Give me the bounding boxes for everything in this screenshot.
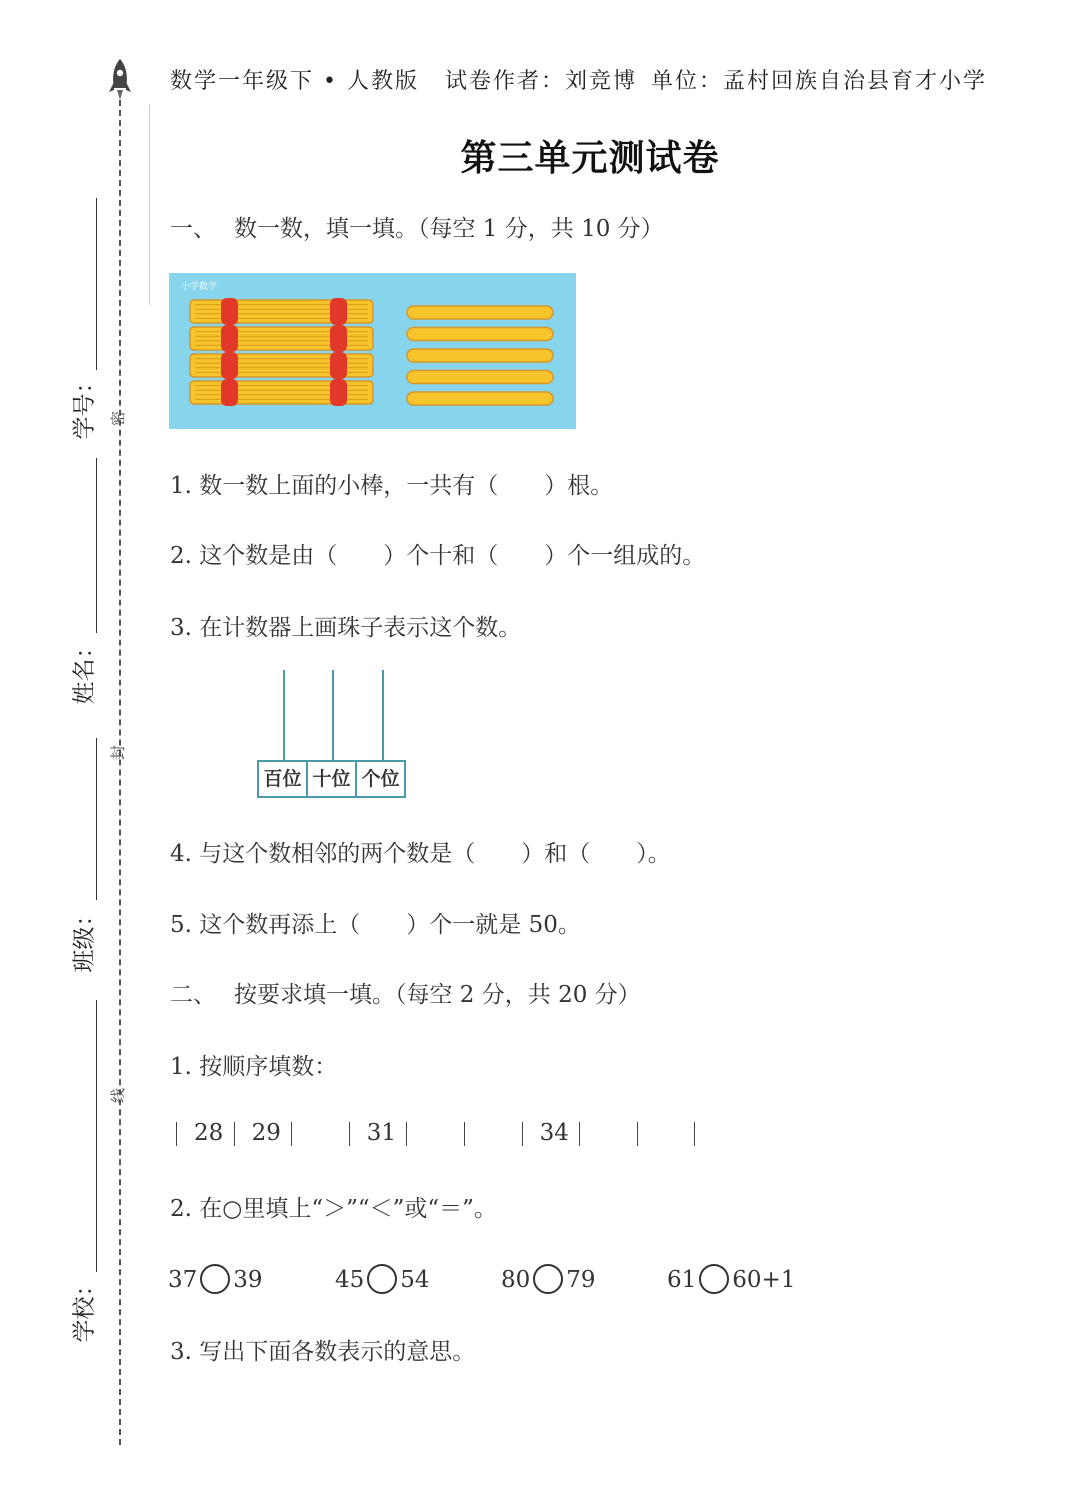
sequence-divider bbox=[234, 1122, 235, 1146]
class-label: 班级： bbox=[71, 903, 98, 973]
question-2-2: 2. 在○里填上“＞”“＜”或“＝”。 bbox=[170, 1196, 497, 1222]
answer-circle[interactable] bbox=[367, 1264, 397, 1294]
sequence-divider bbox=[406, 1122, 407, 1146]
question-1-3: 3. 在计数器上画珠子表示这个数。 bbox=[170, 615, 522, 641]
bundle-band bbox=[221, 379, 238, 406]
page-title: 第三单元测试卷 bbox=[460, 138, 720, 179]
unit-text: 单位：孟村回族自治县育才小学 bbox=[650, 69, 987, 94]
loose-stick bbox=[407, 349, 553, 362]
section-1-heading bbox=[170, 210, 664, 243]
answer-circle[interactable] bbox=[200, 1264, 230, 1294]
question-1-1: 1. 数一数上面的小棒，一共有（ ）根。 bbox=[170, 473, 614, 499]
sequence-divider bbox=[579, 1122, 580, 1146]
bundle-band bbox=[330, 298, 347, 325]
compare-item bbox=[335, 1264, 430, 1296]
panel-watermark: 小学数学 bbox=[181, 282, 218, 292]
place-tens: 十位 bbox=[308, 762, 357, 796]
question-1-2: 2. 这个数是由（ ）个十和（ ）个一组成的。 bbox=[170, 543, 706, 569]
question-1-5: 5. 这个数再添上（ ）个一就是 50。 bbox=[170, 912, 581, 938]
author-text: 试卷作者：刘竞博 bbox=[444, 69, 637, 94]
exam-header bbox=[170, 64, 987, 95]
compare-right: 79 bbox=[566, 1267, 596, 1293]
answer-circle[interactable] bbox=[699, 1264, 729, 1294]
compare-right: 54 bbox=[400, 1267, 430, 1293]
student-id-label: 学号： bbox=[71, 370, 98, 440]
sticks-illustration bbox=[169, 273, 576, 429]
binding-margin bbox=[0, 0, 150, 1509]
sequence-divider bbox=[637, 1122, 638, 1146]
section-title: 数一数，填一填。（每空 1 分，共 10 分） bbox=[234, 216, 664, 242]
sequence-number: 29 bbox=[251, 1120, 281, 1146]
compare-right: 39 bbox=[233, 1267, 263, 1293]
answer-circle[interactable] bbox=[533, 1264, 563, 1294]
bundle-band bbox=[330, 325, 347, 352]
bundle-band bbox=[221, 352, 238, 379]
name-label: 姓名： bbox=[71, 635, 98, 705]
class-line[interactable] bbox=[96, 738, 97, 900]
place-ones: 个位 bbox=[361, 768, 400, 790]
compare-item bbox=[168, 1264, 263, 1296]
cut-line bbox=[119, 100, 121, 1445]
seal-char-xian: 线 bbox=[109, 1087, 128, 1104]
rod-tens[interactable] bbox=[332, 670, 334, 762]
compare-left: 61 bbox=[667, 1267, 697, 1293]
seal-char-mi: 密 bbox=[109, 410, 128, 427]
bundle-band bbox=[330, 352, 347, 379]
school-line[interactable] bbox=[96, 1000, 97, 1272]
school-label: 学校： bbox=[71, 1273, 98, 1343]
sequence-divider bbox=[694, 1122, 695, 1146]
name-line[interactable] bbox=[96, 458, 97, 633]
section-2-heading bbox=[170, 976, 641, 1009]
student-id-line[interactable] bbox=[96, 198, 97, 370]
sequence-number: 31 bbox=[366, 1120, 397, 1146]
sequence-divider bbox=[176, 1122, 177, 1146]
sequence-divider bbox=[464, 1122, 465, 1146]
loose-stick bbox=[407, 306, 553, 319]
compare-left: 80 bbox=[501, 1267, 531, 1293]
sequence-divider bbox=[522, 1122, 523, 1146]
compare-right: 60+1 bbox=[732, 1267, 796, 1293]
bundle-band bbox=[221, 325, 238, 352]
sequence-number: 28 bbox=[194, 1120, 224, 1146]
rocket-icon bbox=[107, 58, 133, 106]
loose-stick bbox=[407, 328, 553, 341]
sticks-drawing bbox=[169, 273, 576, 429]
section-number: 二、 bbox=[170, 982, 216, 1008]
loose-stick bbox=[407, 392, 553, 405]
place-hundreds: 百位 bbox=[259, 762, 308, 796]
subject-text: 数学一年级下 • 人教版 bbox=[170, 69, 419, 94]
sequence-divider bbox=[349, 1122, 350, 1146]
rod-hundreds[interactable] bbox=[283, 670, 285, 762]
section-title: 按要求填一填。（每空 2 分，共 20 分） bbox=[234, 982, 641, 1008]
compare-left: 37 bbox=[168, 1267, 198, 1293]
bundle-band bbox=[330, 379, 347, 406]
bundle-band bbox=[221, 298, 238, 325]
rod-ones[interactable] bbox=[382, 670, 384, 762]
question-2-1: 1. 按顺序填数： bbox=[170, 1054, 338, 1080]
number-sequence bbox=[170, 1120, 690, 1150]
section-number: 一、 bbox=[170, 216, 216, 242]
sequence-divider bbox=[291, 1122, 292, 1146]
compare-item bbox=[501, 1264, 596, 1296]
seal-char-feng: 封 bbox=[109, 744, 128, 761]
compare-left: 45 bbox=[335, 1267, 365, 1293]
compare-item bbox=[667, 1264, 795, 1296]
place-value-row bbox=[257, 760, 406, 798]
loose-stick bbox=[407, 371, 553, 384]
sequence-number: 34 bbox=[539, 1120, 569, 1146]
question-2-3: 3. 写出下面各数表示的意思。 bbox=[170, 1339, 476, 1365]
question-1-4: 4. 与这个数相邻的两个数是（ ）和（ ）。 bbox=[170, 841, 671, 867]
